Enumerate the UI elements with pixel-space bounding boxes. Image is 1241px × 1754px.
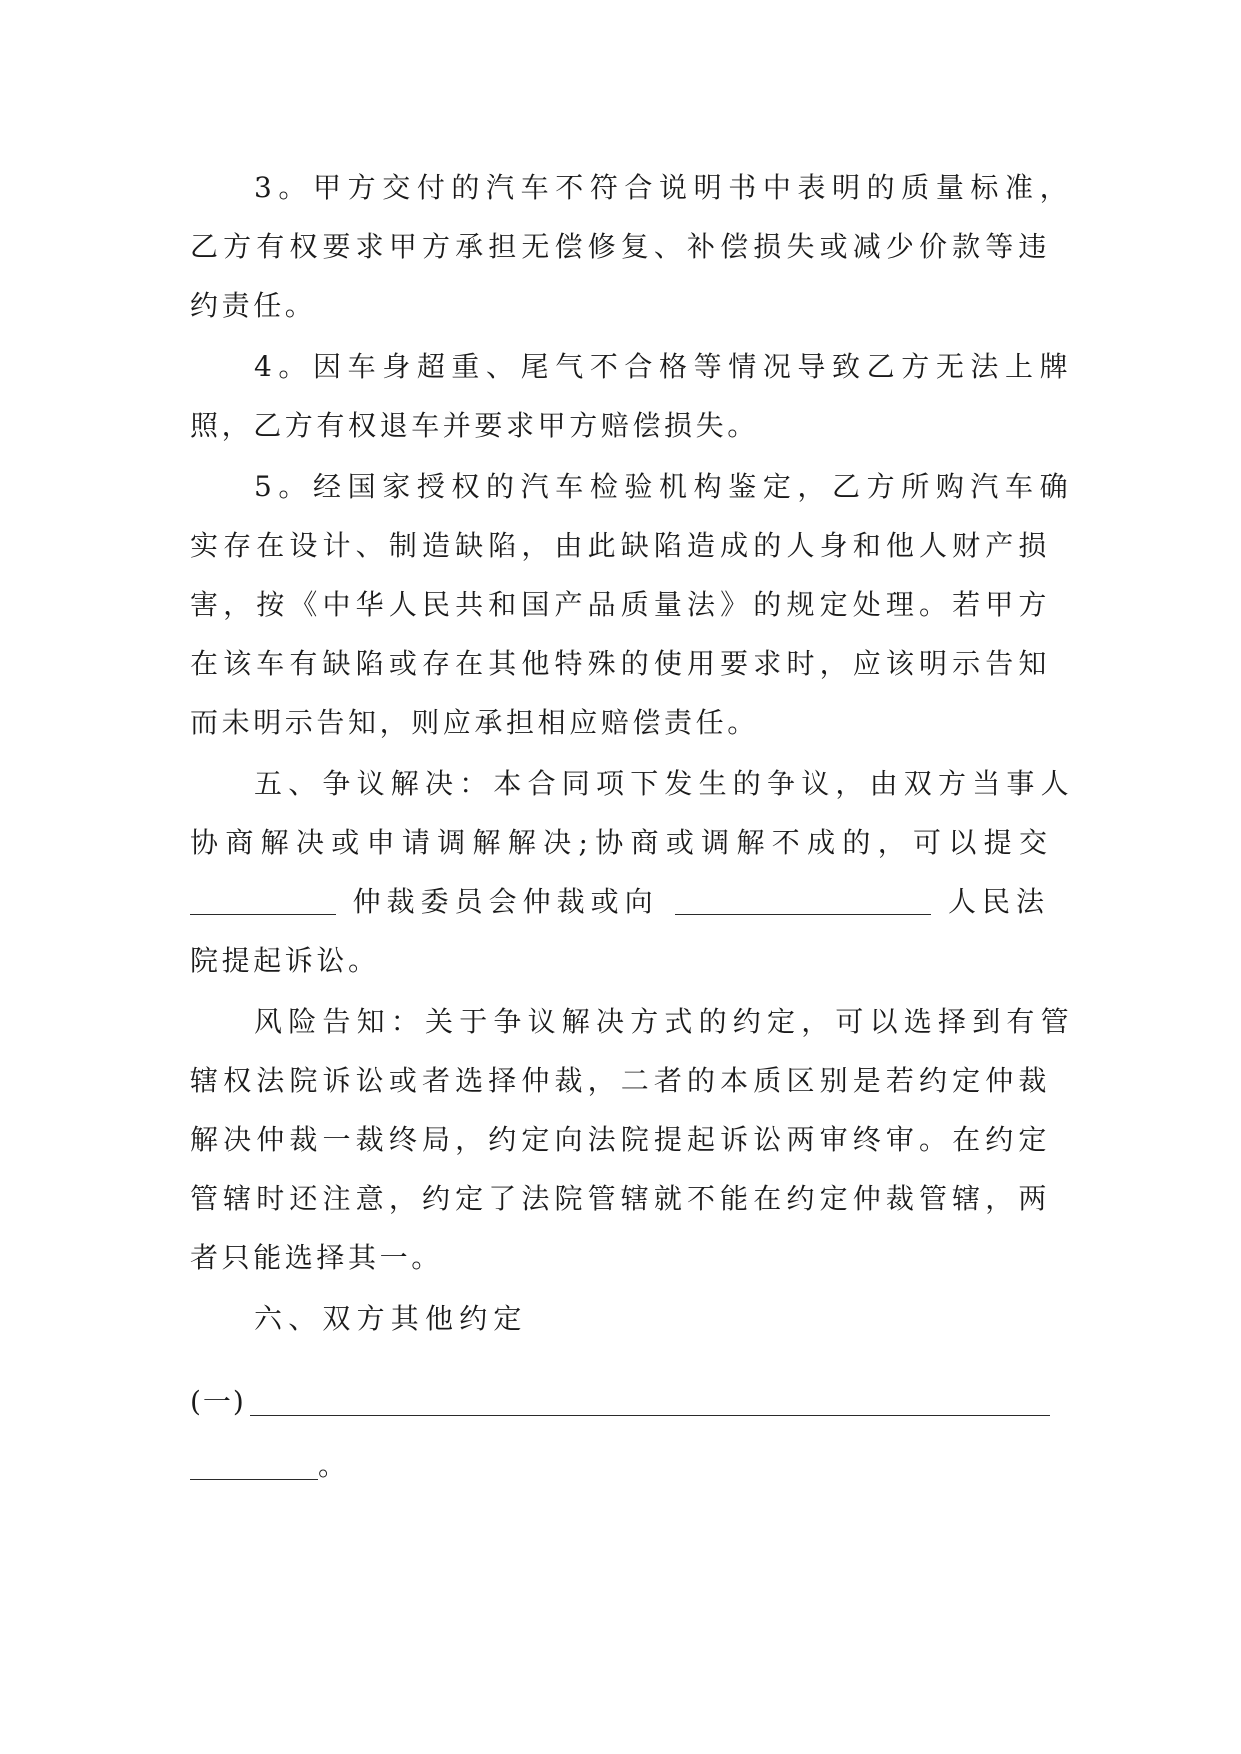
arbitration-text: 仲裁委员会仲裁或向 <box>352 885 659 918</box>
item-one-row-2 <box>190 1434 1050 1498</box>
clause-5-line-4: 在该车有缺陷或存在其他特殊的使用要求时，应该明示告知 <box>190 647 1050 680</box>
risk-line-2: 辖权法院诉讼或者选择仲裁，二者的本质区别是若约定仲裁 <box>190 1064 1050 1097</box>
clause-5-line-3: 害，按《中华人民共和国产品质量法》的规定处理。若甲方 <box>190 588 1050 621</box>
dispute-line-3 <box>190 872 1050 931</box>
court-blank[interactable] <box>675 888 931 915</box>
clause-3-paragraph <box>190 158 1075 335</box>
document-body <box>190 158 1075 1348</box>
risk-line-1: 风险告知：关于争议解决方式的约定，可以选择到有管 <box>254 1005 1075 1038</box>
item-one-blank-2[interactable] <box>190 1451 318 1480</box>
risk-paragraph <box>190 992 1075 1287</box>
clause-5-line-2: 实存在设计、制造缺陷，由此缺陷造成的人身和他人财产损 <box>190 529 1050 562</box>
item-one-end: 。 <box>318 1449 347 1482</box>
item-one-block <box>190 1370 1050 1498</box>
risk-line-4: 管辖时还注意，约定了法院管辖就不能在约定仲裁管辖，两 <box>190 1182 1050 1215</box>
clause-5-line-1: 5。经国家授权的汽车检验机构鉴定，乙方所购汽车确 <box>254 470 1075 503</box>
clause-3-line-1: 3。甲方交付的汽车不符合说明书中表明的质量标准， <box>254 171 1075 204</box>
risk-line-3: 解决仲裁一裁终局，约定向法院提起诉讼两审终审。在约定 <box>190 1123 1050 1156</box>
section-six-heading: 六、双方其他约定 <box>254 1302 528 1335</box>
court-text: 人民法 <box>947 885 1050 918</box>
item-one-blank-1[interactable] <box>250 1387 1050 1416</box>
dispute-line-4: 院提起诉讼。 <box>190 944 380 977</box>
risk-line-5: 者只能选择其一。 <box>190 1241 443 1274</box>
clause-5-line-5: 而未明示告知，则应承担相应赔偿责任。 <box>190 706 759 739</box>
clause-4-paragraph <box>190 337 1075 455</box>
arbitration-blank[interactable] <box>190 888 336 915</box>
clause-3-line-2: 乙方有权要求甲方承担无偿修复、补偿损失或减少价款等违 <box>190 230 1050 263</box>
clause-3-line-3: 约责任。 <box>190 289 317 322</box>
section-six-paragraph <box>190 1289 1050 1348</box>
item-one-label: (一) <box>190 1385 246 1418</box>
dispute-line-2: 协商解决或申请调解解决;协商或调解不成的，可以提交 <box>190 826 1050 859</box>
item-one-row-1 <box>190 1370 1050 1434</box>
clause-4-line-1: 4。因车身超重、尾气不合格等情况导致乙方无法上牌 <box>254 350 1075 383</box>
clause-4-line-2: 照，乙方有权退车并要求甲方赔偿损失。 <box>190 409 759 442</box>
clause-5-paragraph <box>190 457 1075 752</box>
dispute-line-1: 五、争议解决：本合同项下发生的争议，由双方当事人 <box>254 767 1075 800</box>
dispute-paragraph <box>190 754 1075 990</box>
